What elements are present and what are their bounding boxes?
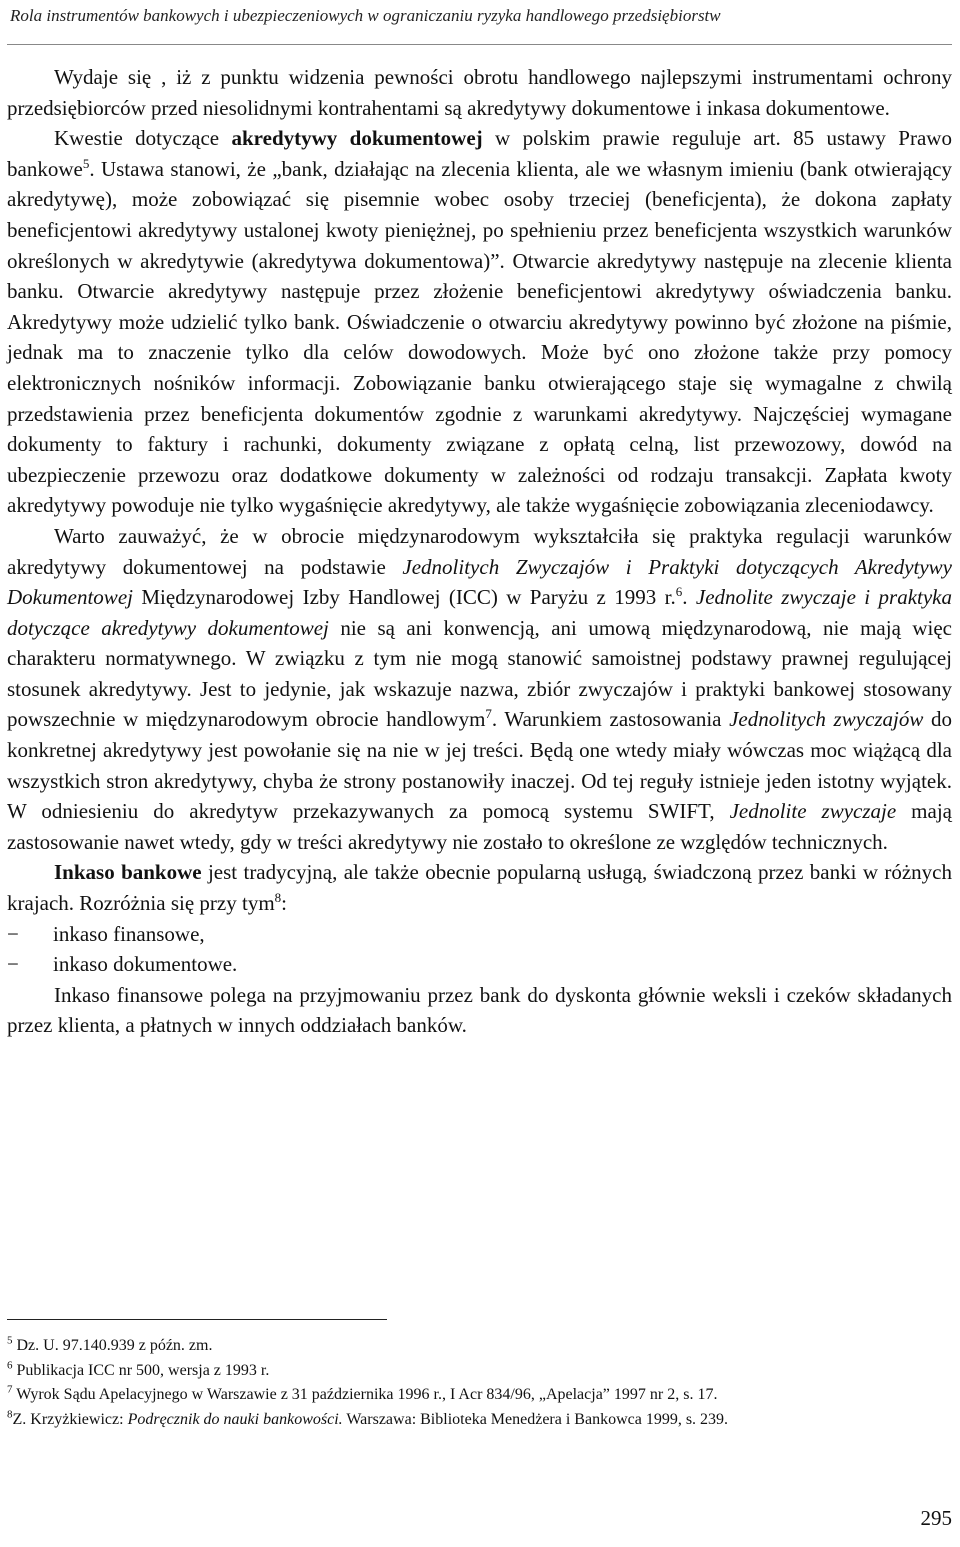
text-run: Warto zauważyć, że w obrocie międzynarodowym wykształciła się praktyka regulacji warunków akredytywy dokumentowej na podstawie xyxy=(7,523,952,579)
italic-title: Jednolitych Zwyczajów i Praktyki dotyczących Akredytywy Dokumentowej xyxy=(7,554,952,610)
page-number: 295 xyxy=(920,1506,952,1530)
list-item-text: inkaso finansowe, xyxy=(53,921,205,946)
list-item xyxy=(7,919,952,950)
paragraph-financial-collection: Inkaso finansowe polega na przyjmowaniu przez bank do dyskonta głównie weksli i czeków składanych przez klienta, a płatnych w innych oddziałach banków. xyxy=(7,982,952,1038)
text-run: w polskim prawie reguluje art. 85 ustawy Prawo bankowe xyxy=(7,126,952,181)
text-run: Międzynarodowej Izby Handlowej (ICC) w Paryżu z 1993 r. xyxy=(132,585,676,610)
text-run: do konkretnej akredytywy jest powołanie się na nie w jej treści. Będą one wtedy miały wówczas moc wiążącą dla wszystkich stron akredytywy, chyba że strony postanowiły inaczej. Od tej reguły istnieje jeden istotny wyjątek. W odniesieniu do akredytyw przekazywanych za pomocą systemu SWIFT, xyxy=(7,707,953,824)
text-run: . xyxy=(682,585,696,610)
footnote-number: 7 xyxy=(7,1383,13,1396)
footnote-text: Wyrok Sądu Apelacyjnego w Warszawie z 31 października 1996 r., I Acr 834/96, „Apelacja” 1997 nr 2, s. 17. xyxy=(12,1386,718,1403)
text-run: Kwestie dotyczące xyxy=(54,126,232,151)
italic-title: Jednolite zwyczaje i praktyka dotyczące akredytywy dokumentowej xyxy=(7,585,952,640)
dash-bullet: − xyxy=(7,921,19,946)
text-run: . Ustawa stanowi, że „bank, działając na zlecenia klienta, ale we własnym imieniu (bank otwierający akredytywę), może zobowiązać się pisemnie wobec osoby trzeciej (beneficjenta), że dokona zapłaty beneficjentowi akredytywy ustalonej kwoty pieniężnej, po spełnieniu przez beneficjenta wszystkich warunków określonych w akredytywie (akredytywa dokumentowa)”. Otwarcie akredytywy następuje na zlecenie klienta banku. Otwarcie akredytywy następuje przez złożenie beneficjentowi akredytywy oświadczenia banku. Akredytywy może udzielić tylko bank. Oświadczenie o otwarciu akredytywy powinno być złożone na piśmie, jednak ma to znaczenie tylko dla celów dowodowych. Może być ono złożone także przy pomocy elektronicznych nośników informacji. Zobowiązanie banku otwierającego staje się wymagalne z chwilą przedstawienia przez beneficjenta dokumentów zgodnie z warunkami akredytywy. Najczęściej wymagane dokumenty to faktury i rachunki, dokumenty związane z opłatą celną, list przewozowy, dowód na ubezpieczenie przewozu oraz dodatkowe dokumenty w zależności od rodzaju transakcji. Zapłata kwoty akredytywy powoduje nie tylko wygaśnięcie akredytywy, ale także wygaśnięcie zobowiązania zleceniodawcy. xyxy=(7,156,952,518)
footnotes xyxy=(7,1334,952,1432)
footnote-ref-5[interactable]: 5 xyxy=(82,155,90,171)
footnote-divider xyxy=(7,1319,387,1320)
footnote-ref-7[interactable]: 7 xyxy=(485,706,492,722)
bold-term: Inkaso bankowe xyxy=(54,860,202,885)
footnote-6 xyxy=(7,1359,952,1384)
footnote-8 xyxy=(7,1408,952,1433)
italic-title: Jednolitych zwyczajów xyxy=(729,707,924,732)
footnote-text: Warszawa: Biblioteka Menedżera i Bankowca 1999, s. 239. xyxy=(342,1410,729,1428)
text-run: . Warunkiem zastosowania xyxy=(491,707,730,732)
footnote-ref-6[interactable]: 6 xyxy=(675,584,683,600)
text-run: jest tradycyjną, ale także obecnie popularną usługą, świadczoną przez banki w różnych krajach. Rozróżnia się przy tym xyxy=(7,860,952,916)
footnote-text: Z. Krzyżkiewicz: xyxy=(12,1410,128,1428)
footnote-ref-8[interactable]: 8 xyxy=(274,890,282,906)
list-item xyxy=(7,949,952,980)
paragraph-intro: Wydaje się , iż z punktu widzenia pewności obrotu handlowego najlepszymi instrumentami ochrony przedsiębiorców przed niesolidnymi kontrahentami są akredytywy dokumentowe i inkasa dokumentowe. xyxy=(7,65,952,120)
footnote-7 xyxy=(7,1383,952,1408)
text-run: mają zastosowanie nawet wtedy, gdy w treści akredytywy nie zostało to określone ze względów technicznych. xyxy=(7,799,952,854)
footnote-number: 8 xyxy=(7,1408,13,1421)
bold-term: akredytywy dokumentowej xyxy=(231,126,483,151)
footnote-number: 5 xyxy=(7,1334,13,1347)
footnote-text: Publikacja ICC nr 500, wersja z 1993 r. xyxy=(12,1361,270,1379)
paragraph-collection xyxy=(7,857,952,918)
footnote-5 xyxy=(7,1334,952,1359)
paragraph-icc-rules xyxy=(7,521,952,858)
main-text xyxy=(7,62,952,1041)
footnote-number: 6 xyxy=(7,1359,13,1372)
header-divider xyxy=(7,44,952,45)
text-run: nie są ani konwencją, ani umową międzynarodową, nie mają więc charakteru normatywnego. W związku z tym nie mogą stanowić samoistnej podstawy prawnej regulującej stosunek akredytywy. Jest to jedynie, jak wskazuje nazwa, zbiór zwyczajów i praktyki bankowej stosowany powszechnie w międzynarodowym obrocie handlowym xyxy=(7,615,952,732)
dash-bullet: − xyxy=(7,952,19,977)
book-title: Podręcznik do nauki bankowości. xyxy=(127,1410,343,1428)
italic-title: Jednolite zwyczaje xyxy=(729,799,897,824)
running-header: Rola instrumentów bankowych i ubezpieczeniowych w ograniczaniu ryzyka handlowego przedsiębiorstw xyxy=(10,6,721,25)
text-run: : xyxy=(281,891,287,916)
list-item-text: inkaso dokumentowe. xyxy=(53,952,238,977)
paragraph-letter-of-credit xyxy=(7,123,952,521)
footnote-text: Dz. U. 97.140.939 z późn. zm. xyxy=(12,1337,213,1354)
